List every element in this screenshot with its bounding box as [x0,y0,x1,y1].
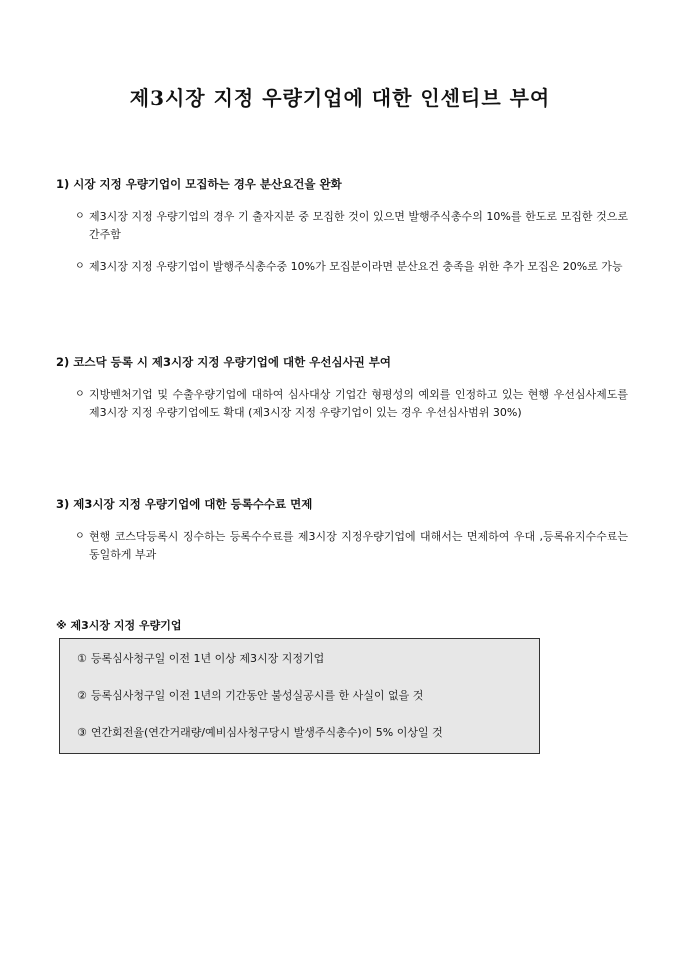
criteria-text: 연간회전율(연간거래량/예비심사청구당시 발생주식총수)이 5% 이상일 것 [90,726,443,739]
note-label: ※ 제3시장 지정 우량기업 [56,619,182,632]
bullet-item [75,386,628,422]
bullet-text: 지방벤처기업 및 수출우량기업에 대하여 심사대상 기업간 형평성의 예외를 인정하고 있는 현행 우선심사제도를 제3시장 지정 우량기업에도 확대 (제3시장 지정 우량기업이 있는 경우 우선심사범위 30%) [89,388,628,419]
section-1 [56,176,628,290]
document-title: 제3시장 지정 우량기업에 대한 인센티브 부여 [129,86,551,110]
criteria-text: 등록심사청구일 이전 1년 이상 제3시장 지정기업 [90,652,325,665]
criteria-text: 등록심사청구일 이전 1년의 기간동안 불성실공시를 한 사실이 없을 것 [90,689,424,702]
bullet-mark: ㅇ [75,389,85,400]
section-heading: 2) 코스닥 등록 시 제3시장 지정 우량기업에 대한 우선심사권 부여 [56,355,392,369]
bullet-item [75,258,628,276]
criteria-item [77,725,539,741]
bullet-item [75,528,628,564]
bullet-mark: ㅇ [75,261,85,272]
section-2 [56,354,628,436]
criteria-item [77,651,539,667]
criteria-box [59,638,540,754]
bullet-mark: ㅇ [75,531,85,542]
bullet-item [75,208,628,244]
criteria-number: ① [77,652,87,665]
section-heading: 3) 제3시장 지정 우량기업에 대한 등록수수료 면제 [56,497,313,511]
bullet-text: 제3시장 지정 우량기업이 발행주식총수중 10%가 모집분이라면 분산요건 충족을 위한 추가 모집은 20%로 가능 [89,260,623,273]
section-heading: 1) 시장 지정 우량기업이 모집하는 경우 분산요건을 완화 [56,177,342,191]
section-3 [56,496,628,578]
bullet-mark: ㅇ [75,211,85,222]
bullet-text: 제3시장 지정 우량기업의 경우 기 출자지분 중 모집한 것이 있으면 발행주식총수의 10%를 한도로 모집한 것으로 간주함 [89,210,628,241]
criteria-number: ② [77,689,87,702]
criteria-item [77,688,539,704]
bullet-text: 현행 코스닥등록시 징수하는 등록수수료를 제3시장 지정우량기업에 대해서는 면제하여 우대 ,등록유지수수료는 동일하게 부과 [89,530,628,561]
criteria-number: ③ [77,726,87,739]
